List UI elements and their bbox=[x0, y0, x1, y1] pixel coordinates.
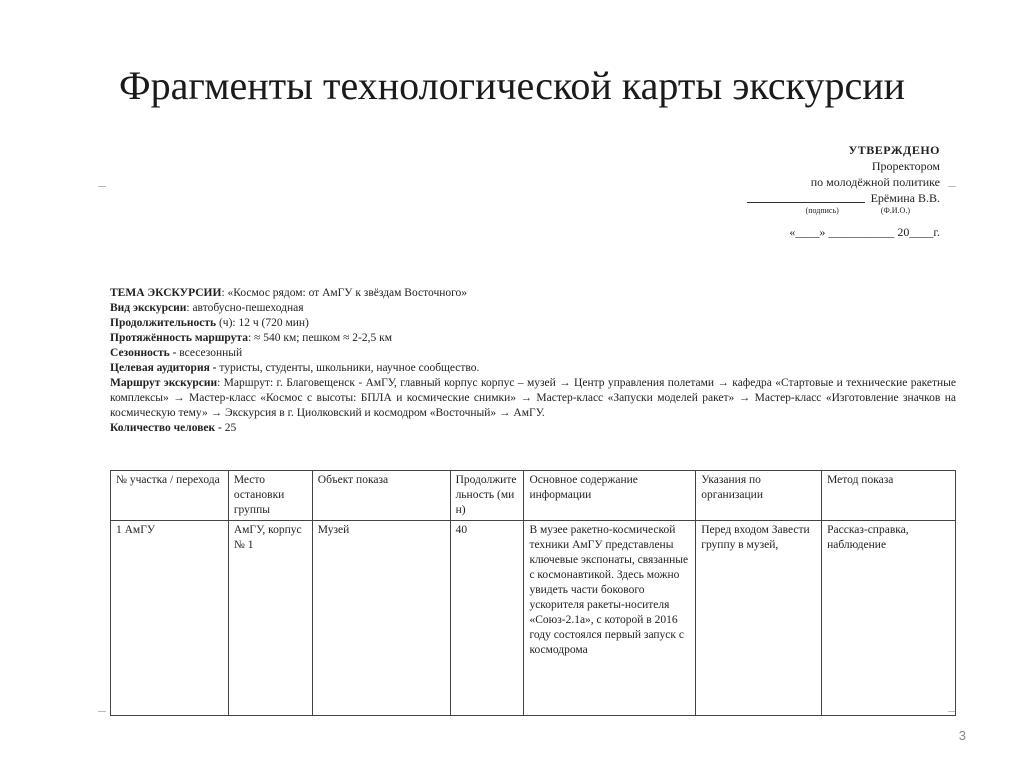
table-header-row bbox=[111, 471, 956, 521]
route-value: : Маршрут: г. Благовещенск - АмГУ, главный корпус корпус – музей → Центр управления полетами → кафедра «Стартовые и технические ракетные комплексы» → Мастер-класс «Космос с высоты: БПЛА и космические снимки» → Мастер-класс «Запуски моделей ракет» → Мастер-класс «Изготовление значков на космическую тему» → Экскурсия в г. Циолковский и космодром «Восточный» → АмГУ. bbox=[110, 377, 956, 419]
type-value: : автобусно-пешеходная bbox=[186, 302, 304, 314]
theme-label: ТЕМА ЭКСКУРСИИ bbox=[110, 287, 222, 299]
duration-value: (ч): 12 ч (720 мин) bbox=[216, 317, 309, 329]
audience-label: Целевая аудитория - bbox=[110, 362, 217, 374]
column-header: Указания по организации bbox=[696, 471, 822, 521]
length-value: : ≈ 540 км; пешком ≈ 2-2,5 км bbox=[247, 332, 392, 344]
approval-heading: УТВЕРЖДЕНО bbox=[848, 143, 940, 157]
excursion-info bbox=[110, 286, 956, 436]
type-label: Вид экскурсии bbox=[110, 302, 187, 314]
route-label: Маршрут экскурсии bbox=[110, 377, 218, 389]
cell-method: Рассказ-справка, наблюдение bbox=[822, 521, 956, 716]
column-header: Продолжительность (мин) bbox=[450, 471, 524, 521]
cell-stop: АмГУ, корпус № 1 bbox=[228, 521, 312, 716]
column-header: Место остановки группы bbox=[228, 471, 312, 521]
info-season bbox=[110, 346, 956, 361]
column-header: Метод показа bbox=[822, 471, 956, 521]
info-audience bbox=[110, 361, 956, 376]
approval-position-detail: по молодёжной политике bbox=[810, 175, 940, 189]
page-corner-mark bbox=[948, 178, 956, 187]
approval-date: «____» ___________ 20____г. bbox=[789, 225, 940, 239]
info-type bbox=[110, 301, 956, 316]
approval-position: Проректором bbox=[871, 159, 940, 173]
info-length bbox=[110, 331, 956, 346]
count-value: 25 bbox=[221, 422, 237, 434]
slide-title: Фрагменты технологической карты экскурсии bbox=[118, 63, 906, 108]
tech-map-table bbox=[110, 470, 956, 716]
caption-signature: (подпись) bbox=[805, 206, 839, 215]
signer-name: Ерёмина В.В. bbox=[870, 191, 940, 205]
cell-object: Музей bbox=[312, 521, 450, 716]
theme-value: : «Космос рядом: от АмГУ к звёздам Восточного» bbox=[221, 287, 468, 299]
info-duration bbox=[110, 316, 956, 331]
cell-content: В музее ракетно-космической техники АмГУ представлены ключевые экспонаты, связанные с космонавтикой. Здесь можно увидеть части бокового ускорителя ракеты-носителя «Союз-2.1а», с которой в 2016 году состоялся первый запуск с космодрома bbox=[524, 521, 696, 716]
cell-segment: 1 АмГУ bbox=[111, 521, 229, 716]
page-corner-mark bbox=[98, 711, 106, 720]
column-header: Объект показа bbox=[312, 471, 450, 521]
slide-page-number: 3 bbox=[958, 728, 966, 743]
duration-label: Продолжительность bbox=[110, 317, 217, 329]
audience-value: туристы, студенты, школьники, научное сообщество. bbox=[216, 362, 480, 374]
season-label: Сезонность - bbox=[110, 347, 177, 359]
column-header: № участка / перехода bbox=[111, 471, 229, 521]
cell-instructions: Перед входом Завести группу в музей, bbox=[696, 521, 822, 716]
info-count bbox=[110, 421, 956, 436]
info-route bbox=[110, 376, 956, 421]
approval-block bbox=[700, 142, 940, 240]
document-fragment bbox=[92, 140, 968, 720]
signature-line bbox=[700, 190, 940, 206]
cell-duration: 40 bbox=[450, 521, 524, 716]
season-value: всесезонный bbox=[176, 347, 243, 359]
page-corner-mark bbox=[98, 178, 106, 187]
length-label: Протяжённость маршрута bbox=[110, 332, 248, 344]
count-label: Количество человек - bbox=[110, 422, 222, 434]
info-theme bbox=[110, 286, 956, 301]
signature-captions bbox=[700, 206, 940, 216]
column-header: Основное содержание информации bbox=[524, 471, 696, 521]
signature-blank bbox=[747, 190, 865, 203]
table-row bbox=[111, 521, 956, 716]
caption-name: (Ф.И.О.) bbox=[880, 206, 910, 215]
